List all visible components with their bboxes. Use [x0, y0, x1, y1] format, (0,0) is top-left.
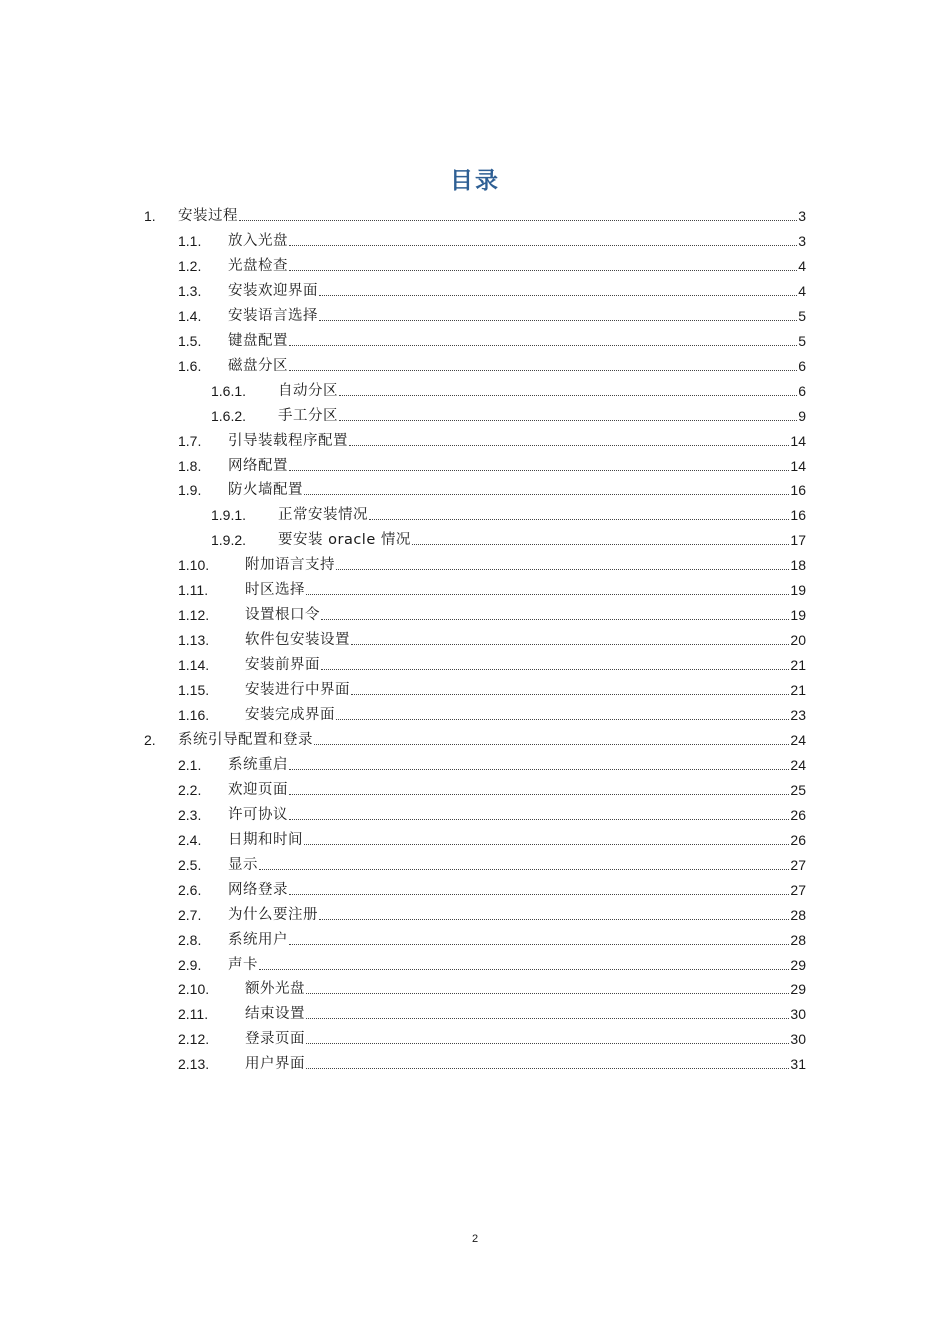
toc-dot-leader — [306, 1017, 789, 1019]
toc-entry-number: 1.1. — [178, 232, 202, 249]
toc-dot-leader — [289, 893, 789, 895]
toc-entry-label: 自动分区 — [278, 382, 338, 399]
toc-dot-leader — [319, 918, 789, 920]
toc-entry-label: 网络配置 — [228, 457, 288, 474]
toc-dot-leader — [412, 543, 790, 545]
toc-entry-page: 26 — [790, 831, 806, 848]
toc-entry[interactable] — [178, 652, 806, 674]
toc-entry-label: 引导装载程序配置 — [228, 432, 348, 449]
toc-entry-page: 3 — [798, 232, 806, 249]
toc-entry-label: 额外光盘 — [245, 981, 305, 998]
toc-entry-page: 19 — [790, 607, 806, 624]
toc-dot-leader — [239, 219, 797, 221]
toc-entry-label: 时区选择 — [245, 582, 305, 599]
toc-entry-label: 软件包安装设置 — [245, 632, 350, 649]
toc-entry[interactable] — [178, 552, 806, 574]
toc-entry-page: 29 — [790, 981, 806, 998]
toc-entry-label: 安装过程 — [178, 208, 238, 224]
toc-dot-leader — [339, 419, 797, 421]
toc-entry-page: 25 — [790, 781, 806, 798]
toc-entry-label: 防火墙配置 — [228, 482, 303, 499]
toc-entry-number: 2.7. — [178, 906, 202, 923]
toc-dot-leader — [289, 818, 789, 820]
toc-entry-page: 29 — [790, 956, 806, 973]
toc-entry-number: 2.12. — [178, 1031, 210, 1048]
toc-entry-page: 16 — [790, 507, 806, 524]
toc-entry[interactable] — [178, 453, 806, 475]
toc-entry-number: 2.13. — [178, 1056, 210, 1073]
toc-entry-number: 1.4. — [178, 307, 202, 324]
toc-entry-page: 3 — [798, 208, 806, 224]
toc-entry-page: 17 — [790, 532, 806, 549]
toc-entry-page: 9 — [798, 407, 806, 424]
toc-dot-leader — [259, 868, 789, 870]
toc-entry-label: 光盘检查 — [228, 257, 288, 274]
toc-entry-page: 18 — [790, 557, 806, 574]
toc-entry-number: 1.6.2. — [211, 407, 247, 424]
toc-entry-label: 许可协议 — [228, 806, 288, 823]
toc-dot-leader — [289, 793, 789, 795]
toc-entry[interactable] — [178, 428, 806, 450]
toc-entry-number: 1.2. — [178, 257, 202, 274]
toc-dot-leader — [306, 1042, 789, 1044]
toc-dot-leader — [304, 493, 789, 495]
toc-entry-label: 安装进行中界面 — [245, 682, 350, 699]
toc-entry-page: 27 — [790, 856, 806, 873]
toc-entry-label: 系统用户 — [228, 931, 288, 948]
toc-dot-leader — [304, 843, 789, 845]
toc-entry-number: 1.6.1. — [211, 382, 247, 399]
toc-entry[interactable] — [178, 1051, 806, 1073]
toc-entry[interactable] — [178, 303, 806, 325]
toc-entry-label: 欢迎页面 — [228, 781, 288, 798]
toc-entry-number: 1.10. — [178, 557, 210, 574]
toc-entry-page: 20 — [790, 632, 806, 649]
toc-entry-label: 安装欢迎界面 — [228, 282, 318, 299]
toc-title: 目录 — [450, 168, 500, 194]
toc-entry-page: 21 — [790, 682, 806, 699]
toc-entry-page: 30 — [790, 1006, 806, 1023]
toc-dot-leader — [336, 718, 789, 720]
toc-entry-label: 手工分区 — [278, 407, 338, 424]
toc-entry[interactable] — [178, 677, 806, 699]
toc-entry-label: 附加语言支持 — [245, 557, 335, 574]
toc-entry-number: 2.6. — [178, 881, 202, 898]
toc-entry[interactable] — [178, 328, 806, 350]
toc-entry-page: 16 — [790, 482, 806, 499]
toc-entry-page: 6 — [798, 357, 806, 374]
toc-entry-number: 2.4. — [178, 831, 202, 848]
toc-dot-leader — [289, 269, 797, 271]
toc-entry-label: 声卡 — [228, 956, 258, 973]
toc-dot-leader — [289, 369, 797, 371]
toc-entry-label: 放入光盘 — [228, 232, 288, 249]
toc-entry[interactable] — [178, 602, 806, 624]
toc-entry-label: 键盘配置 — [228, 332, 288, 349]
toc-entry-page: 19 — [790, 582, 806, 599]
toc-entry-number: 1. — [144, 208, 156, 224]
toc-entry-label: 正常安装情况 — [278, 507, 368, 524]
toc-entry-number: 1.5. — [178, 332, 202, 349]
toc-entry-label: 用户界面 — [245, 1056, 305, 1073]
toc-entry-page: 14 — [790, 457, 806, 474]
toc-entry-number: 1.13. — [178, 632, 210, 649]
toc-entry-page: 5 — [798, 307, 806, 324]
toc-entry-page: 24 — [790, 756, 806, 773]
toc-entry-number: 1.9.1. — [211, 507, 247, 524]
toc-entry[interactable] — [211, 403, 806, 425]
toc-entry-label: 安装完成界面 — [245, 707, 335, 723]
toc-entry-number: 1.11. — [178, 582, 209, 599]
toc-entry[interactable] — [144, 203, 806, 225]
toc-entry[interactable] — [178, 1001, 806, 1023]
toc-entry[interactable] — [178, 253, 806, 275]
toc-entry-label: 磁盘分区 — [228, 357, 288, 374]
toc-entry-number: 2. — [144, 731, 156, 748]
toc-entry[interactable] — [178, 702, 806, 724]
toc-entry-page: 24 — [790, 731, 806, 748]
toc-entry-number: 1.6. — [178, 357, 202, 374]
toc-dot-leader — [289, 244, 797, 246]
toc-entry[interactable] — [178, 278, 806, 300]
toc-entry[interactable] — [211, 378, 806, 400]
toc-entry[interactable] — [211, 527, 806, 549]
toc-entry-page: 30 — [790, 1031, 806, 1048]
toc-entry-label: 系统重启 — [228, 756, 288, 773]
toc-dot-leader — [369, 518, 789, 520]
toc-entry-number: 1.8. — [178, 457, 202, 474]
toc-entry-page: 28 — [790, 931, 806, 948]
toc-entry-number: 1.9.2. — [211, 532, 247, 549]
toc-entry-page: 14 — [790, 432, 806, 449]
toc-dot-leader — [336, 568, 789, 570]
toc-dot-leader — [289, 943, 789, 945]
toc-entry[interactable] — [178, 902, 806, 924]
toc-dot-leader — [319, 319, 797, 321]
toc-entry-number: 1.12. — [178, 607, 210, 624]
toc-entry-label: 要安装 oracle 情况 — [278, 532, 411, 549]
toc-entry-number: 2.1. — [178, 756, 202, 773]
toc-entry[interactable] — [178, 877, 806, 899]
toc-entry[interactable] — [178, 952, 806, 974]
toc-entry-page: 5 — [798, 332, 806, 349]
toc-entry[interactable] — [178, 927, 806, 949]
toc-entry-label: 显示 — [228, 856, 258, 873]
toc-entry-number: 1.15. — [178, 682, 210, 699]
toc-entry[interactable] — [178, 353, 806, 375]
toc-entry[interactable] — [178, 1026, 806, 1048]
toc-entry-page: 27 — [790, 881, 806, 898]
toc-entry-number: 1.14. — [178, 657, 210, 674]
toc-entry[interactable] — [178, 852, 806, 874]
toc-entry-label: 为什么要注册 — [228, 906, 318, 923]
toc-entry-page: 6 — [798, 382, 806, 399]
toc-entry-number: 2.5. — [178, 856, 202, 873]
toc-entry-page: 31 — [790, 1056, 806, 1073]
toc-dot-leader — [349, 444, 789, 446]
toc-entry[interactable] — [178, 228, 806, 250]
toc-dot-leader — [306, 992, 789, 994]
toc-dot-leader — [314, 743, 789, 745]
toc-dot-leader — [321, 618, 789, 620]
page-number: 2 — [471, 1233, 479, 1245]
toc-dot-leader — [339, 394, 797, 396]
toc-entry[interactable] — [178, 577, 806, 599]
toc-entry[interactable] — [178, 477, 806, 499]
toc-entry[interactable] — [178, 827, 806, 849]
toc-dot-leader — [351, 643, 789, 645]
toc-dot-leader — [306, 593, 789, 595]
toc-entry[interactable] — [178, 777, 806, 799]
toc-entry[interactable] — [211, 502, 806, 524]
toc-entry[interactable] — [178, 627, 806, 649]
toc-entry-label: 结束设置 — [245, 1006, 305, 1023]
toc-entry-page: 4 — [798, 257, 806, 274]
toc-dot-leader — [319, 294, 797, 296]
toc-entry-number: 1.7. — [178, 432, 202, 449]
toc-entry-label: 日期和时间 — [228, 831, 303, 848]
toc-entry-label: 安装前界面 — [245, 657, 320, 674]
toc-entry[interactable] — [144, 727, 806, 749]
toc-entry-label: 系统引导配置和登录 — [178, 731, 313, 748]
toc-entry-number: 2.11. — [178, 1006, 209, 1023]
toc-entry-number: 2.8. — [178, 931, 202, 948]
toc-entry-page: 21 — [790, 657, 806, 674]
toc-entry[interactable] — [178, 752, 806, 774]
toc-entry-label: 网络登录 — [228, 881, 288, 898]
toc-dot-leader — [351, 693, 789, 695]
toc-dot-leader — [289, 344, 797, 346]
toc-entry-number: 1.3. — [178, 282, 202, 299]
toc-dot-leader — [321, 668, 789, 670]
toc-entry-number: 1.16. — [178, 707, 210, 723]
toc-dot-leader — [289, 768, 789, 770]
toc-entry-label: 设置根口令 — [245, 607, 320, 624]
toc-entry-label: 登录页面 — [245, 1031, 305, 1048]
toc-entry-page: 4 — [798, 282, 806, 299]
toc-entry-label: 安装语言选择 — [228, 307, 318, 324]
toc-entry-page: 23 — [790, 707, 806, 723]
toc-entry-page: 28 — [790, 906, 806, 923]
toc-dot-leader — [306, 1067, 789, 1069]
toc-entry[interactable] — [178, 976, 806, 998]
toc-entry-number: 2.2. — [178, 781, 202, 798]
toc-dot-leader — [289, 469, 789, 471]
toc-entry-page: 26 — [790, 806, 806, 823]
toc-dot-leader — [259, 968, 789, 970]
toc-entry-number: 2.9. — [178, 956, 202, 973]
toc-entry[interactable] — [178, 802, 806, 824]
toc-entry-number: 2.3. — [178, 806, 202, 823]
toc-entry-number: 1.9. — [178, 482, 202, 499]
toc-entry-number: 2.10. — [178, 981, 210, 998]
